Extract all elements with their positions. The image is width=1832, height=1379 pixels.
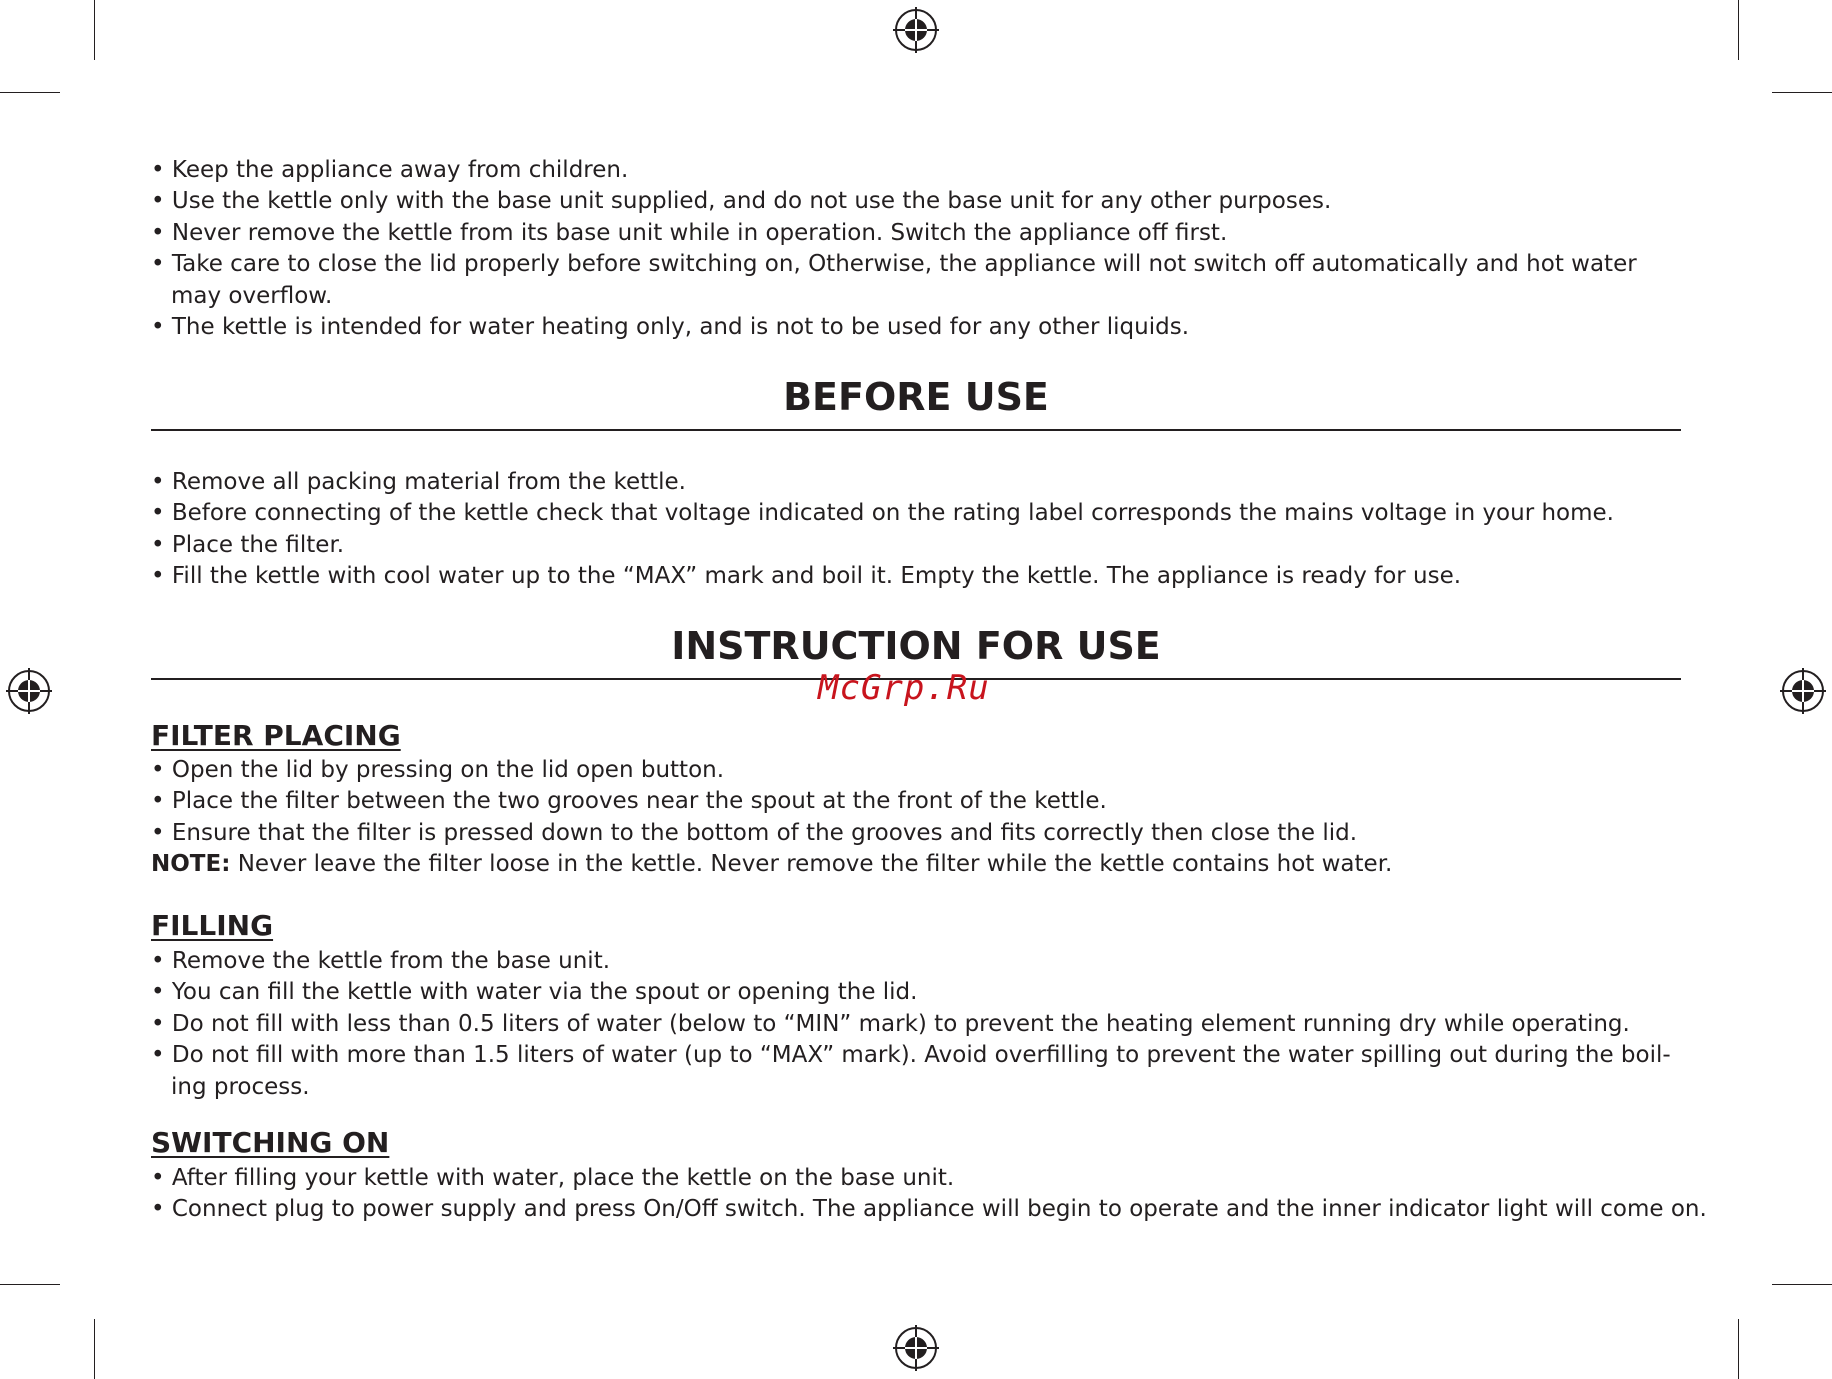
crop-mark: [1738, 1319, 1739, 1379]
before-use-heading: BEFORE USE: [783, 375, 1049, 419]
crop-mark: [94, 1319, 95, 1379]
list-item: • Place the filter.: [151, 531, 345, 558]
intro-bullet-list: [151, 155, 1671, 343]
crop-mark: [0, 92, 60, 93]
list-item: • Do not fill with less than 0.5 liters of water (below to “MIN” mark) to prevent the heating element running dry while operating.: [151, 1010, 1630, 1037]
registration-mark-icon: [893, 7, 939, 53]
switching-on-bullet-list: [151, 1163, 1707, 1226]
note: [151, 849, 1691, 880]
crop-mark: [0, 1284, 60, 1285]
list-item: • Connect plug to power supply and press On/Off switch. The appliance will begin to operate and the inner indicator light will come on.: [151, 1196, 1707, 1223]
list-item: • Place the filter between the two grooves near the spout at the front of the kettle.: [151, 788, 1107, 815]
list-item: • Use the kettle only with the base unit supplied, and do not use the base unit for any other purposes.: [151, 188, 1332, 215]
list-item: • Keep the appliance away from children.: [151, 157, 629, 183]
crop-mark: [1772, 1284, 1832, 1285]
list-item: • You can fill the kettle with water via the spout or opening the lid.: [151, 979, 918, 1006]
registration-mark-icon: [1780, 668, 1826, 714]
section-divider: [151, 429, 1681, 431]
list-item: • Never remove the kettle from its base unit while in operation. Switch the appliance off first.: [151, 219, 1228, 246]
instruction-heading: INSTRUCTION FOR USE: [671, 624, 1161, 668]
switching-on-heading: SWITCHING ON: [151, 1126, 390, 1159]
list-item: • Remove all packing material from the kettle.: [151, 469, 686, 495]
registration-mark-icon: [6, 668, 52, 714]
filling-heading: FILLING: [151, 909, 274, 942]
watermark: McGrp.Ru: [818, 668, 990, 708]
list-item: • The kettle is intended for water heating only, and is not to be used for any other liquids.: [151, 314, 1190, 341]
filter-placing-heading: FILTER PLACING: [151, 719, 401, 752]
list-item: • Ensure that the filter is pressed down to the bottom of the grooves and fits correctly then close the lid.: [151, 819, 1358, 846]
filter-placing-bullet-list: [151, 755, 1691, 881]
crop-mark: [1772, 92, 1832, 93]
note-text: Never leave the filter loose in the kettle. Never remove the filter while the kettle contains hot water.: [230, 851, 1393, 878]
note-label: NOTE:: [151, 851, 231, 878]
before-use-bullet-list: [151, 467, 1691, 593]
list-item: • After filling your kettle with water, place the kettle on the base unit.: [151, 1165, 955, 1191]
list-item: • Take care to close the lid properly before switching on, Otherwise, the appliance will not switch off automatically and hot water may overflow.: [151, 251, 1637, 309]
registration-mark-icon: [893, 1325, 939, 1371]
list-item: • Do not fill with more than 1.5 liters of water (up to “MAX” mark). Avoid overfilling to prevent the water spilling out during the boil-ing process.: [151, 1042, 1671, 1100]
crop-mark: [94, 0, 95, 60]
list-item: • Fill the kettle with cool water up to the “MAX” mark and boil it. Empty the kettle. The appliance is ready for use.: [151, 563, 1462, 590]
list-item: • Open the lid by pressing on the lid open button.: [151, 757, 725, 783]
list-item: • Remove the kettle from the base unit.: [151, 948, 611, 974]
crop-mark: [1738, 0, 1739, 60]
filling-bullet-list: [151, 946, 1671, 1103]
list-item: • Before connecting of the kettle check that voltage indicated on the rating label corresponds the mains voltage in your home.: [151, 500, 1614, 527]
